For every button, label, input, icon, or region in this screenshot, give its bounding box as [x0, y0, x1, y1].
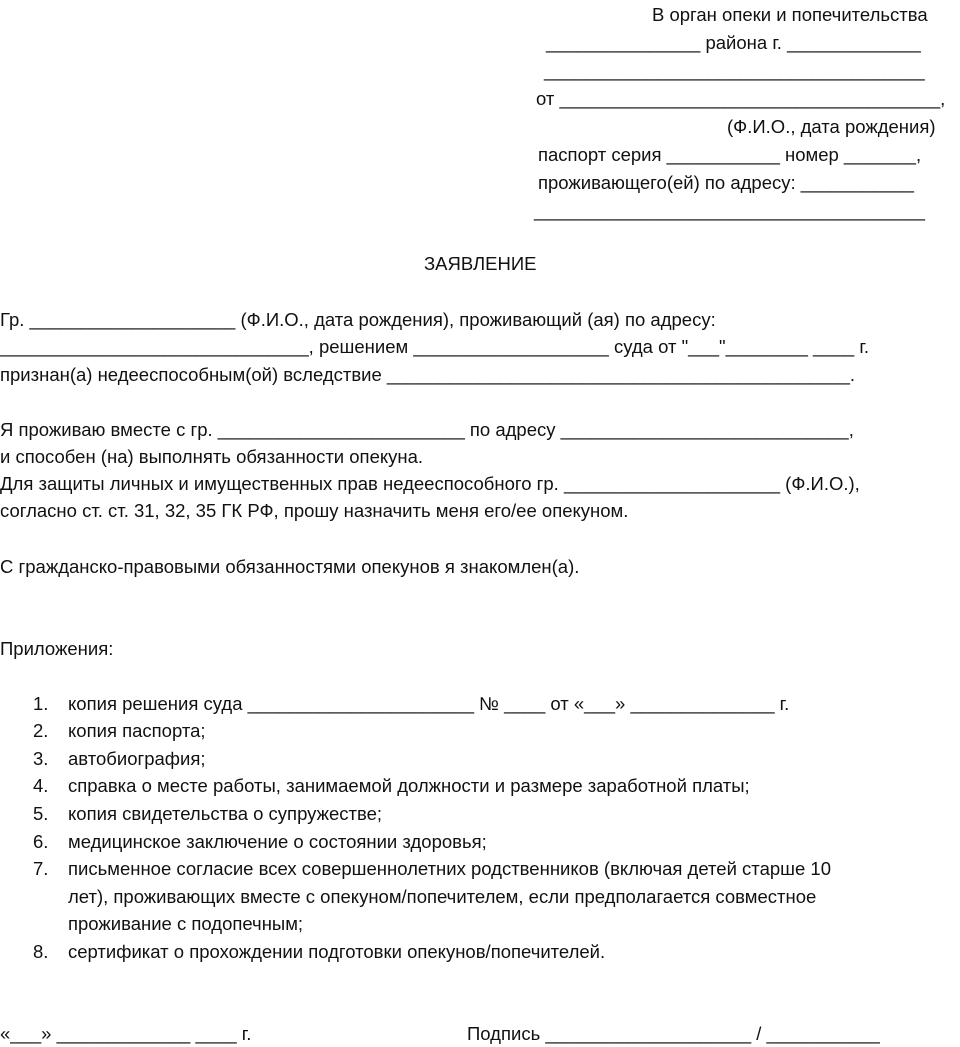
applicant-name-hint: (Ф.И.О., дата рождения): [727, 116, 936, 137]
list-item-text: автобиография;: [68, 748, 206, 769]
list-item-text: копия паспорта;: [68, 720, 206, 741]
list-item-number: 2.: [33, 720, 49, 741]
body-line: ______________________________, решением ___________________ суда от "___"________ ____ г.: [0, 336, 869, 357]
list-item-text: копия решения суда ______________________ № ____ от «___» ______________ г.: [68, 693, 790, 714]
addressee-line: В орган опеки и попечительства: [652, 4, 928, 25]
body-line: признан(а) недееспособным(ой) вследствие _____________________________________________.: [0, 364, 856, 385]
body-line: согласно ст. ст. 31, 32, 35 ГК РФ, прошу назначить меня его/ее опекуном.: [0, 500, 629, 521]
passport-line: паспорт серия ___________ номер _______,: [538, 144, 922, 165]
list-item-number: 8.: [33, 941, 49, 962]
address-line: проживающего(ей) по адресу: ___________: [538, 172, 914, 193]
list-item-number: 7.: [33, 858, 49, 879]
addressee-line: _______________ района г. _____________: [546, 32, 921, 53]
list-item-text: письменное согласие всех совершеннолетних родственников (включая детей старше 10: [68, 858, 831, 879]
list-item-number: 1.: [33, 693, 49, 714]
date-line: «___» _____________ ____ г.: [0, 1023, 252, 1044]
body-line: Для защиты личных и имущественных прав недееспособного гр. _____________________ (Ф.И.О.),: [0, 473, 860, 494]
addressee-line: _____________________________________: [544, 60, 925, 81]
list-item-number: 5.: [33, 803, 49, 824]
body-line: Гр. ____________________ (Ф.И.О., дата рождения), проживающий (ая) по адресу:: [0, 309, 716, 330]
address-line: ______________________________________: [534, 200, 925, 221]
list-item-text: справка о месте работы, занимаемой должности и размере заработной платы;: [68, 775, 750, 796]
document-title: ЗАЯВЛЕНИЕ: [424, 253, 537, 274]
applicant-name-line: от _____________________________________,: [536, 88, 946, 109]
attachments-heading: Приложения:: [0, 638, 114, 659]
list-item-text: медицинское заключение о состоянии здоровья;: [68, 831, 487, 852]
list-item-number: 6.: [33, 831, 49, 852]
list-item-text: сертификат о прохождении подготовки опекунов/попечителей.: [68, 941, 606, 962]
signature-line: Подпись ____________________ / ___________: [467, 1023, 880, 1044]
list-item-number: 4.: [33, 775, 49, 796]
list-item-text: лет), проживающих вместе с опекуном/попечителем, если предполагается совместное: [68, 886, 817, 907]
list-item-text: копия свидетельства о супружестве;: [68, 803, 383, 824]
list-item-text: проживание с подопечным;: [68, 913, 304, 934]
list-item-number: 3.: [33, 748, 49, 769]
acknowledgement-line: С гражданско-правовыми обязанностями опекунов я знакомлен(а).: [0, 556, 580, 577]
body-line: и способен (на) выполнять обязанности опекуна.: [0, 446, 424, 467]
body-line: Я проживаю вместе с гр. ________________________ по адресу ____________________________,: [0, 419, 854, 440]
